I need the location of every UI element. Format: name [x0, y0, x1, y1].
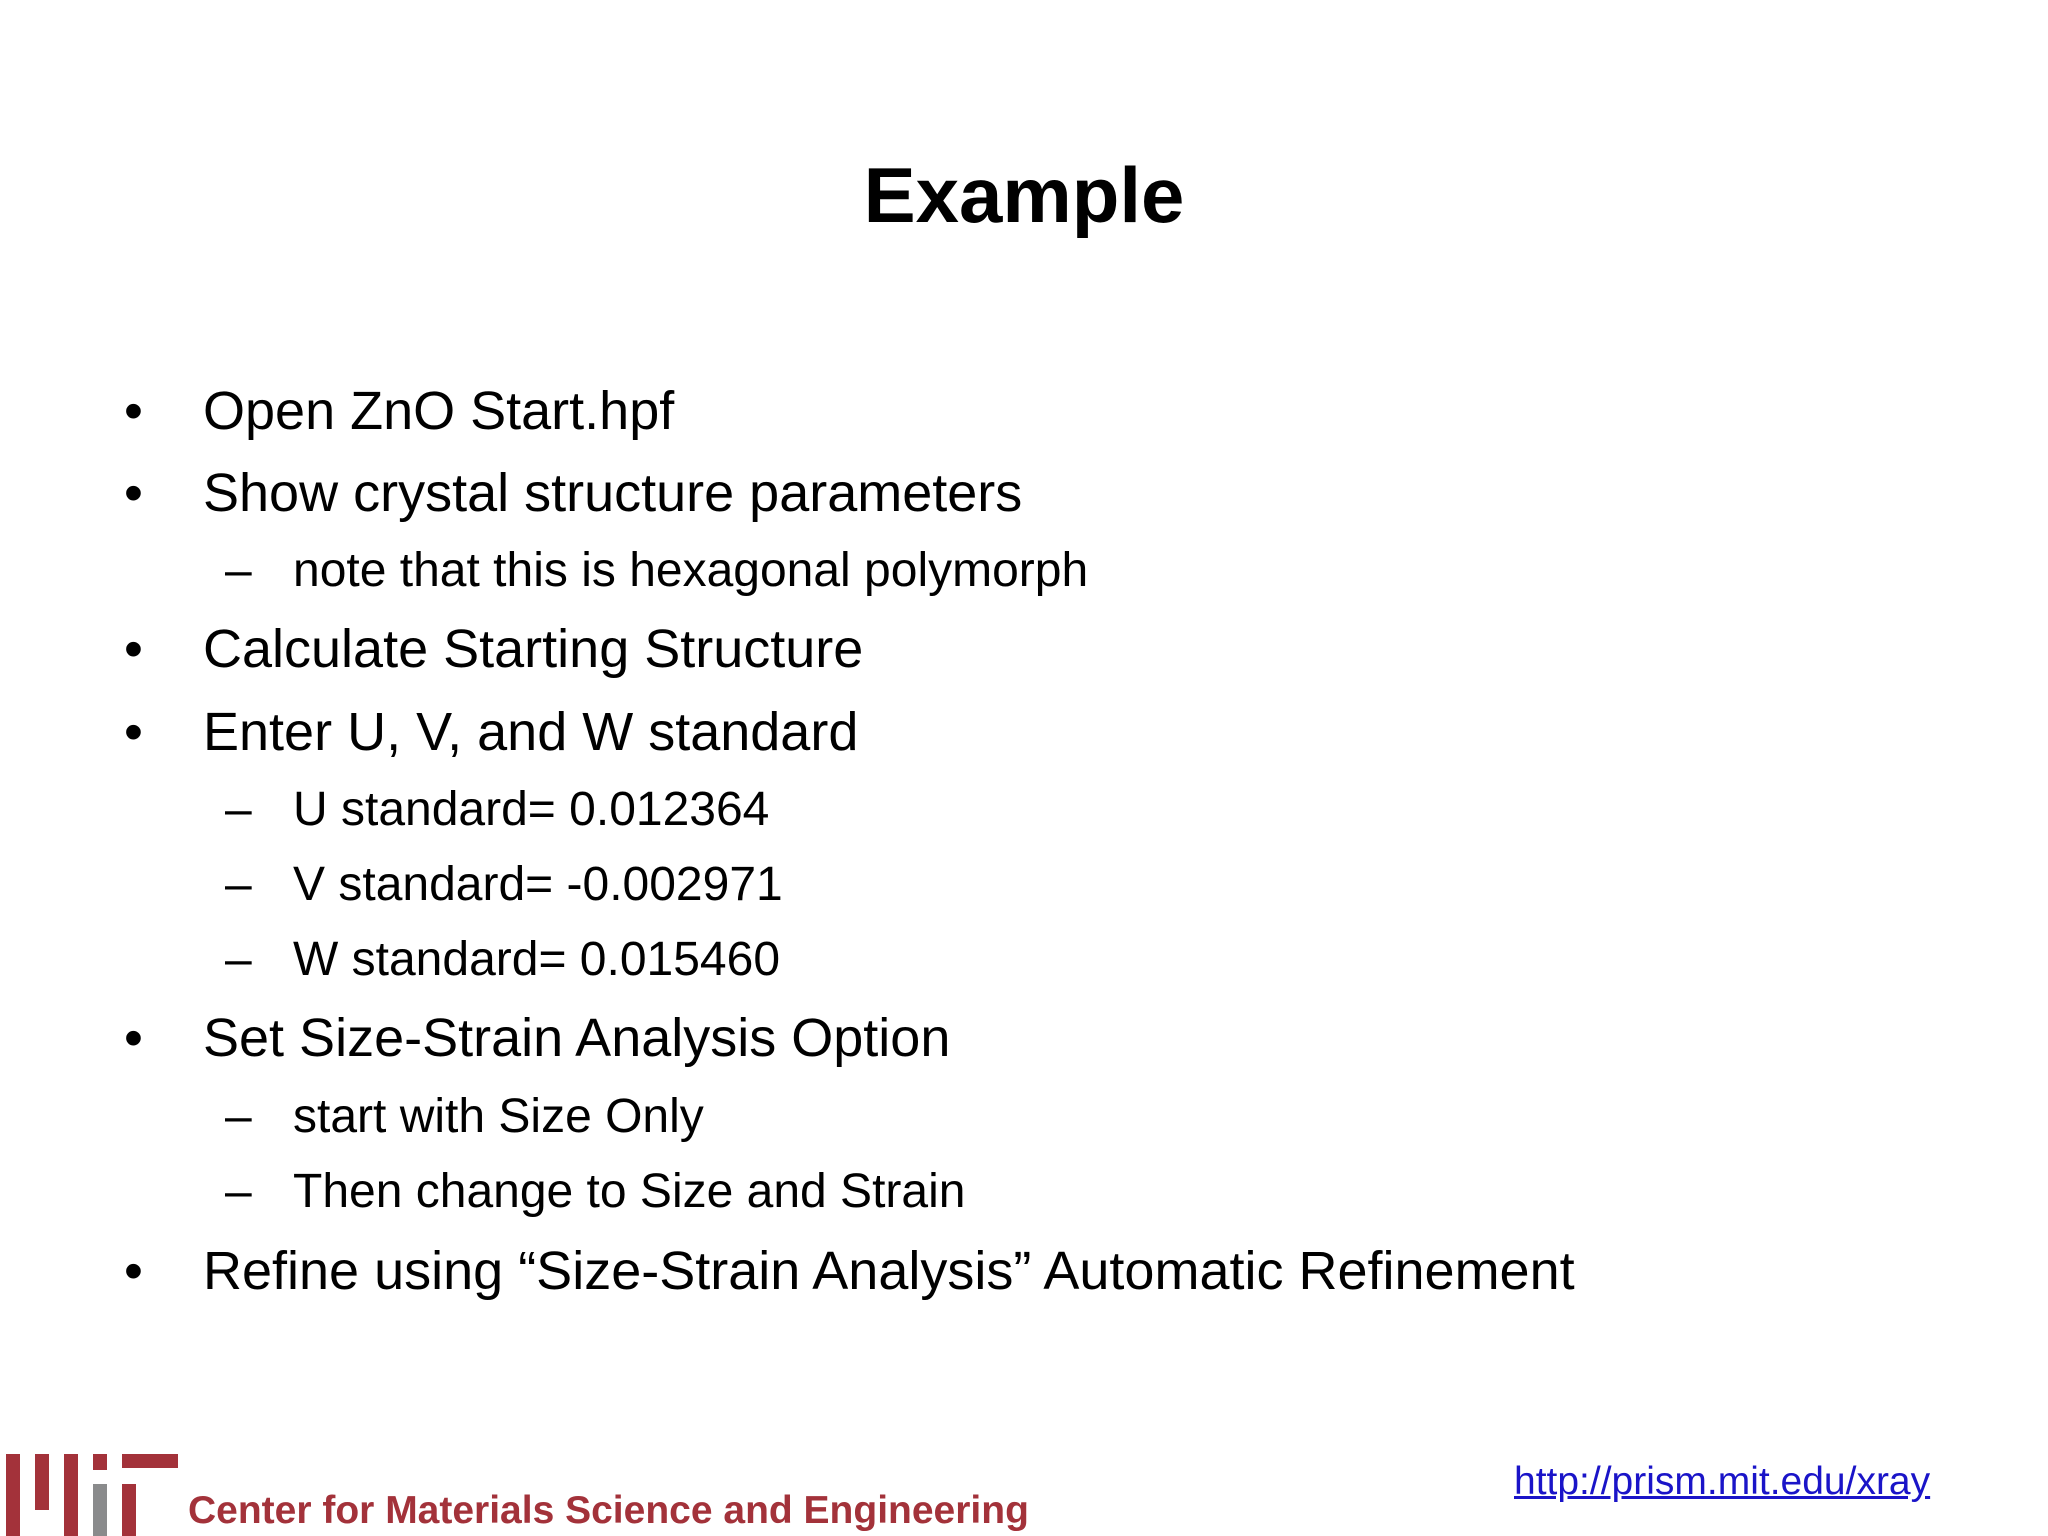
- dash-marker: –: [225, 858, 252, 911]
- dash-marker: –: [225, 544, 252, 597]
- org-name: Center for Materials Science and Engineering: [188, 1489, 1029, 1532]
- footer-url-link[interactable]: http://prism.mit.edu/xray: [1514, 1460, 1931, 1503]
- sub-bullet-text: V standard= -0.002971: [293, 858, 783, 911]
- dash-marker: –: [225, 933, 252, 986]
- bullet-marker: •: [124, 1008, 143, 1068]
- mit-logo: [6, 1454, 178, 1536]
- bullet-text: Show crystal structure parameters: [203, 463, 1023, 523]
- bullet-text: Set Size-Strain Analysis Option: [203, 1008, 951, 1068]
- bullet-marker: •: [124, 381, 143, 441]
- dash-marker: –: [225, 783, 252, 836]
- bullet-text: Enter U, V, and W standard: [203, 702, 859, 762]
- bullet-marker: •: [124, 702, 143, 762]
- bullet-text: Refine using “Size-Strain Analysis” Automatic Refinement: [203, 1241, 1575, 1301]
- bullet-text: Calculate Starting Structure: [203, 619, 864, 679]
- bullet-marker: •: [124, 463, 143, 523]
- sub-bullet-text: W standard= 0.015460: [293, 933, 781, 986]
- sub-bullet-text: U standard= 0.012364: [293, 783, 770, 836]
- sub-bullet-text: Then change to Size and Strain: [293, 1165, 966, 1218]
- slide-title: Example: [863, 151, 1185, 239]
- dash-marker: –: [225, 1165, 252, 1218]
- sub-bullet-text: start with Size Only: [293, 1090, 704, 1143]
- sub-bullet-text: note that this is hexagonal polymorph: [293, 544, 1089, 597]
- bullet-text: Open ZnO Start.hpf: [203, 381, 675, 441]
- bullet-marker: •: [124, 1241, 143, 1301]
- bullet-marker: •: [124, 619, 143, 679]
- dash-marker: –: [225, 1090, 252, 1143]
